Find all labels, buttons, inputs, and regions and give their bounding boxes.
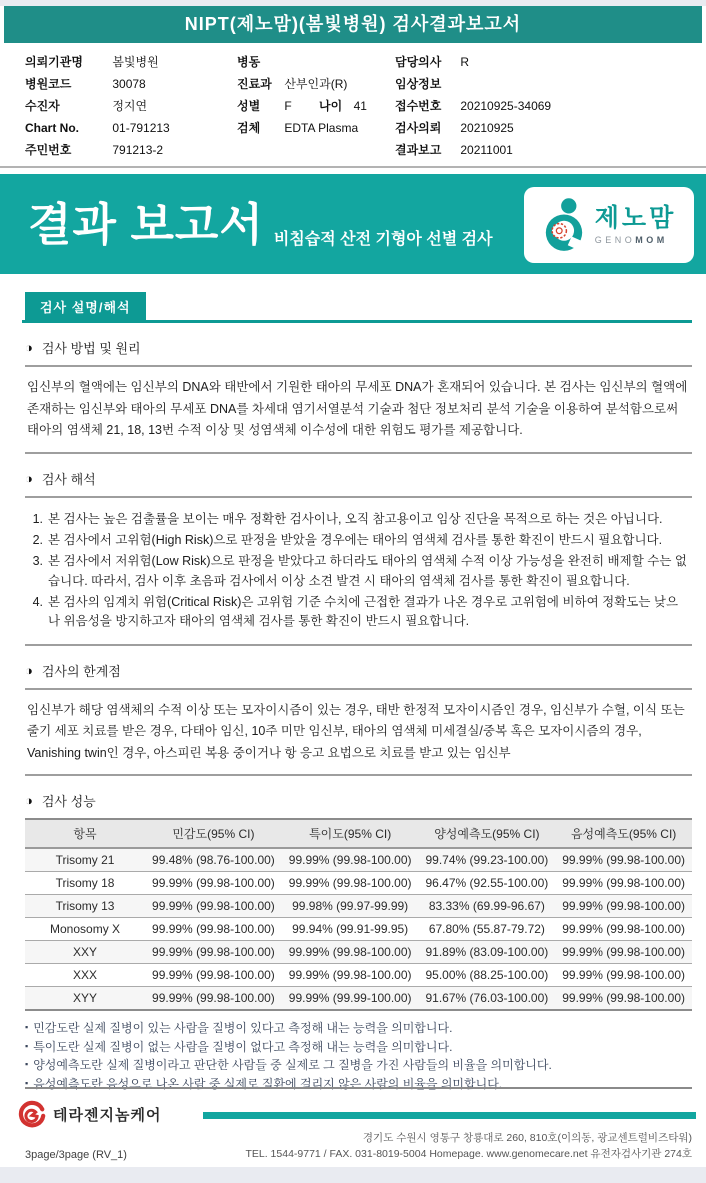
cell: 91.89% (83.09-100.00)	[419, 941, 556, 964]
cell: XXX	[25, 964, 145, 987]
logo-wordmark-en	[595, 235, 676, 245]
table-row	[25, 848, 692, 872]
cell: Trisomy 13	[25, 895, 145, 918]
list-text: 본 검사에서 고위험(High Risk)으로 판정을 받았을 경우에는 태아의 염색체 검사를 통한 확진이 반드시 필요합니다.	[48, 532, 663, 547]
field-value: 20211001	[460, 143, 513, 157]
logo-text-wrap	[595, 205, 676, 245]
field-label: 결과보고	[395, 143, 442, 157]
field-label: 의뢰기관명	[25, 55, 83, 69]
square-bullet-icon: ▪	[25, 1040, 29, 1051]
footnote-text: 양성예측도란 실제 질병이라고 판단한 사람들 중 실제로 그 질병을 가진 사람들의 비율을 의미합니다.	[33, 1058, 552, 1073]
cell: 96.47% (92.55-100.00)	[419, 872, 556, 895]
cell: Trisomy 21	[25, 848, 145, 872]
report-title-bar	[4, 6, 702, 43]
info-row-institution	[25, 51, 237, 73]
list-text: 본 검사에서 저위험(Low Risk)으로 판정을 받았다고 하더라도 태아의 염색체 수적 이상 가능성을 완전히 배제할 수는 없습니다. 따라서, 검사 이후 초음파 검사에서 이상 소견 발견 시 태아의 염색체 검사를 통한 확진이 필요합니다.	[48, 554, 687, 588]
cell: XYY	[73, 991, 98, 1006]
info-row-patient-name	[25, 95, 237, 117]
list-item	[27, 552, 690, 591]
company-name: 테라젠지놈케어	[53, 1106, 162, 1124]
info-row-report-date	[395, 139, 706, 161]
cell: 99.99% (99.98-100.00)	[562, 991, 685, 1006]
limitations-body: 임신부가 해당 염색체의 수적 이상 또는 모자이시즘이 있는 경우, 태반 한정적 모자이시즘인 경우, 임신부가 수혈, 이식 또는 줄기 세포 치료를 받은 경우, 다태아 임신, 10주 미만 임신부, 태아의 염색체 미세결실/중복 혹은 모자이시즘의 경우, Vanishing twin인 경우, 아스피린 복용 중이거나 항 응고 요법으로 치료를 받고 있는 임신부	[25, 688, 692, 777]
info-row-department	[237, 73, 395, 95]
cell: 99.99% (99.98-100.00)	[145, 895, 282, 918]
col-header: 음성예측도(95% CI)	[555, 819, 692, 848]
logo-wordmark-kr: 제노맘	[594, 204, 677, 233]
half-circle-icon: ◑	[25, 662, 33, 678]
cell: 99.98% (99.97-99.99)	[282, 895, 419, 918]
square-bullet-icon: ▪	[25, 1059, 29, 1070]
footer-address-block	[245, 1130, 692, 1163]
info-row-resident-no	[25, 139, 237, 161]
footnote	[25, 1056, 692, 1075]
cell: 99.94% (99.91-99.95)	[282, 918, 419, 941]
cell: 99.99% (99.98-100.00)	[555, 872, 692, 895]
cell: 99.99% (99.98-100.00)	[145, 872, 282, 895]
mother-baby-icon	[542, 196, 586, 254]
field-value: 산부인과(R)	[284, 77, 348, 91]
performance-table	[25, 818, 692, 1011]
field-label: 나이	[319, 99, 343, 113]
info-row-doctor	[395, 51, 706, 73]
field-value: R	[460, 55, 470, 69]
list-item	[27, 531, 690, 550]
table-row	[25, 872, 692, 895]
field-label: 임상정보	[395, 77, 442, 91]
field-label: 수진자	[25, 99, 60, 113]
info-row-ward	[237, 51, 395, 73]
report-title: NIPT(제노맘)(봄빛병원) 검사결과보고서	[184, 14, 522, 34]
cell: Trisomy 18	[25, 872, 145, 895]
cell: 99.74% (99.23-100.00)	[419, 848, 556, 872]
field-value: 30078	[112, 77, 146, 91]
info-row-chart-no	[25, 117, 237, 139]
table-row	[25, 895, 692, 918]
subsection-method-title	[25, 338, 692, 357]
field-label: 성별	[237, 99, 261, 113]
table-row	[25, 987, 692, 1011]
banner-subtitle: 비침습적 산전 기형아 선별 검사	[273, 230, 493, 248]
info-divider	[0, 166, 706, 168]
list-text: 본 검사의 임계치 위험(Critical Risk)은 고위험 기준 수치에 근접한 결과가 나온 경우로 고위험에 비하여 정확도는 낮으나 위음성을 방지하고자 태아의 염색체 검사를 통한 확진이 반드시 필요합니다.	[48, 595, 679, 629]
field-label: 진료과	[237, 77, 272, 91]
footnote	[25, 1038, 692, 1057]
footnote-text: 특이도란 실제 질병이 없는 사람을 질병이 없다고 측정해 내는 능력을 의미합니다.	[33, 1039, 453, 1054]
banner-title: 결과 보고서	[28, 198, 264, 250]
square-bullet-icon: ▪	[25, 1078, 29, 1089]
cell: 99.99% (99.98-100.00)	[282, 872, 419, 895]
subsection-limitations-title	[25, 661, 692, 680]
col-header: 양성예측도(95% CI)	[419, 819, 556, 848]
cell: 99.99% (99.98-100.00)	[555, 964, 692, 987]
list-item	[27, 593, 690, 632]
field-label: 접수번호	[395, 99, 442, 113]
field-label: Chart No.	[25, 121, 79, 135]
field-value: 01-791213	[112, 121, 170, 135]
cell: 99.99% (99.98-100.00)	[282, 964, 419, 987]
patient-info	[0, 43, 706, 161]
patient-info-col1	[25, 51, 237, 161]
list-number: 1.	[32, 511, 43, 526]
half-circle-icon: ◑	[25, 340, 33, 355]
report-page	[0, 6, 706, 1167]
cell: 83.33% (69.99-96.67)	[419, 895, 556, 918]
table-footnotes	[25, 1019, 692, 1093]
cell: 99.99% (99.98-100.00)	[282, 848, 419, 872]
subsection-interpretation-title	[25, 469, 692, 488]
field-value: F	[284, 99, 292, 113]
col-header: 항목	[25, 819, 145, 848]
table-row	[25, 964, 692, 987]
field-value: 20210925	[460, 121, 514, 135]
col-header: 민감도(95% CI)	[145, 819, 282, 848]
info-row-request-date	[395, 117, 706, 139]
square-bullet-icon: ▪	[25, 1022, 29, 1033]
cell: Monosomy X	[25, 918, 145, 941]
field-label: 주민번호	[25, 143, 72, 157]
cell: 99.99% (99.98-100.00)	[282, 941, 419, 964]
footnote-text: 민감도란 실제 질병이 있는 사람을 질병이 있다고 측정해 내는 능력을 의미합니다.	[33, 1021, 453, 1036]
subsection-performance-title	[25, 791, 692, 810]
cell: 99.99% (99.98-100.00)	[145, 918, 282, 941]
cell: 99.99% (99.98-100.00)	[555, 918, 692, 941]
field-label: 검체	[237, 121, 261, 135]
section-tab: 검사 설명/해석	[25, 292, 146, 320]
info-row-hospital-code	[25, 73, 237, 95]
half-circle-icon: ◑	[25, 793, 33, 809]
field-label: 병원코드	[25, 77, 72, 91]
list-item	[27, 510, 690, 529]
cell: 99.99% (99.98-100.00)	[555, 941, 692, 964]
field-value: 20210925-34069	[460, 99, 552, 113]
field-label: 병동	[237, 55, 261, 69]
logo-mom: MOM	[635, 234, 668, 245]
cell: 99.99% (99.98-100.00)	[555, 848, 692, 872]
field-label: 담당의사	[395, 55, 442, 69]
cell: 95.00% (88.25-100.00)	[419, 964, 556, 987]
table-row	[25, 941, 692, 964]
method-body: 임신부의 혈액에는 임신부의 DNA와 태반에서 기원한 태아의 무세포 DNA가 혼재되어 있습니다. 본 검사는 임신부의 혈액에 존재하는 임신부와 태아의 무세포 DNA를 차세대 염기서열분석 기술과 첨단 정보처리 분석 기술을 이용하여 분석함으로써 태아의 염색체 21, 18, 13번 수적 이상 및 성염색체 이수성에 대한 위험도 평가를 제공합니다.	[25, 365, 692, 454]
cell: 99.99% (99.98-100.00)	[152, 991, 275, 1006]
info-row-sex-age	[237, 95, 395, 117]
footnote	[25, 1019, 692, 1038]
footnote-text: 음성예측도란 음성으로 나온 사람 중 실제로 질환에 걸리지 않은 사람의 비율을 의미합니다.	[33, 1077, 503, 1092]
subsection-title-text: 검사 성능	[41, 794, 96, 810]
field-label: 검사의뢰	[395, 121, 442, 135]
table-row	[25, 918, 692, 941]
cell: 99.99% (99.98-100.00)	[145, 964, 282, 987]
table-header-row	[25, 819, 692, 848]
cell: 99.99% (99.98-100.00)	[145, 941, 282, 964]
page-footer	[0, 1087, 706, 1167]
footer-contact: TEL. 1544-9771 / FAX. 031-8019-5004 Homepage. www.genomecare.net 유전자검사기관 274호	[245, 1148, 692, 1161]
footer-address: 경기도 수원시 영통구 창룡대로 260, 810호(이의동, 광교센트럴비즈타워)	[362, 1132, 692, 1144]
list-number: 2.	[32, 532, 43, 547]
footer-divider	[25, 1087, 692, 1089]
list-text: 본 검사는 높은 검출률을 보이는 매우 정확한 검사이나, 오직 참고용이고 임상 진단을 목적으로 하는 것은 아닙니다.	[48, 511, 663, 526]
field-value: EDTA Plasma	[284, 121, 359, 135]
page-indicator: 3page/3page (RV_1)	[25, 1148, 127, 1161]
cell: 99.48% (98.76-100.00)	[145, 848, 282, 872]
subsection-title-text: 검사 해석	[41, 471, 96, 487]
field-value: 791213-2	[112, 143, 164, 157]
subsection-title-text: 검사의 한계점	[41, 663, 121, 679]
result-banner	[0, 174, 706, 274]
list-number: 3.	[32, 554, 43, 569]
patient-info-col3	[395, 51, 706, 161]
patient-info-col2	[237, 51, 395, 161]
teragen-g-icon	[18, 1100, 46, 1128]
cell: 91.67% (76.03-100.00)	[425, 991, 549, 1006]
field-value: 41	[353, 99, 367, 113]
footer-brand-row	[18, 1100, 696, 1128]
list-number: 4.	[32, 595, 43, 609]
section-tab-rule	[22, 292, 692, 323]
info-row-clinical-info	[395, 73, 706, 95]
cell: 67.80% (55.87-79.72)	[419, 918, 556, 941]
footer-teal-bar	[203, 1112, 696, 1119]
field-value: 봄빛병원	[112, 55, 159, 69]
subsection-title-text: 검사 방법 및 원리	[41, 341, 141, 356]
info-row-specimen	[237, 117, 395, 139]
logo-geno: GENO	[594, 234, 636, 245]
cell: XXY	[25, 941, 145, 964]
footer-bottom	[25, 1130, 692, 1163]
interpretation-list	[25, 496, 692, 646]
info-row-receipt-no	[395, 95, 706, 117]
col-header: 특이도(95% CI)	[282, 819, 419, 848]
half-circle-icon: ◑	[25, 470, 33, 486]
cell: 99.99% (99.98-100.00)	[555, 895, 692, 918]
genomom-logo	[524, 187, 694, 263]
field-value: 정지연	[112, 99, 148, 113]
cell: 99.99% (99.99-100.00)	[288, 991, 412, 1006]
